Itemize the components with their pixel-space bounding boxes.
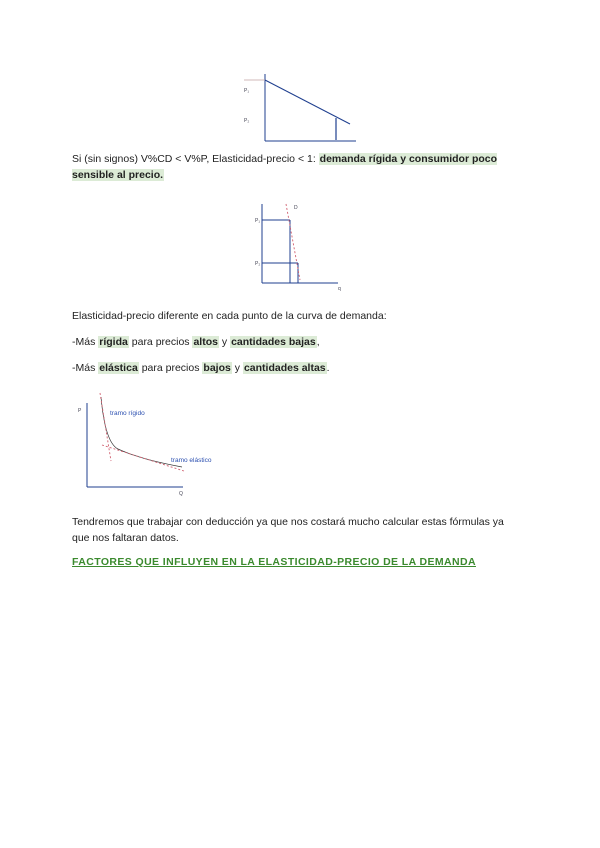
figure3-label-elastic: tramo elástico bbox=[171, 457, 212, 464]
line-more-rigid: -Más rígida para precios altos y cantidades bajas, bbox=[72, 336, 320, 348]
paragraph-inelastic: Si (sin signos) V%CD < V%P, Elasticidad-precio < 1: demanda rígida y consumidor poco sensible al precio. bbox=[72, 153, 498, 181]
figure1-label-p2: P₂ bbox=[244, 118, 250, 124]
figure3-label-rigid: tramo rígido bbox=[110, 410, 145, 417]
line-more-elastic: -Más elástica para precios bajos y cantidades altas. bbox=[72, 362, 330, 374]
figure-rigid-demand bbox=[0, 190, 600, 300]
figure3-label-x: Q bbox=[179, 491, 183, 497]
figure2-label-p1: P₁ bbox=[255, 218, 261, 224]
figure2-label-x: q bbox=[338, 286, 341, 292]
figure-linear-demand bbox=[0, 0, 600, 150]
figure3-label-y: P bbox=[78, 408, 82, 414]
section-heading-factors: FACTORES QUE INFLUYEN EN LA ELASTICIDAD-PRECIO DE LA DEMANDA bbox=[72, 556, 476, 568]
paragraph-varying-elasticity: Elasticidad-precio diferente en cada punto de la curva de demanda: bbox=[72, 310, 387, 322]
figure2-label-p2: P₂ bbox=[255, 261, 261, 267]
figure2-label-curve: D bbox=[294, 205, 298, 211]
figure1-label-p1: P₁ bbox=[244, 88, 250, 94]
figure-curved-demand bbox=[0, 385, 600, 505]
paragraph-deduction: Tendremos que trabajar con deducción ya que nos costará mucho calcular estas fórmulas ya que nos faltaran datos. bbox=[72, 516, 504, 544]
